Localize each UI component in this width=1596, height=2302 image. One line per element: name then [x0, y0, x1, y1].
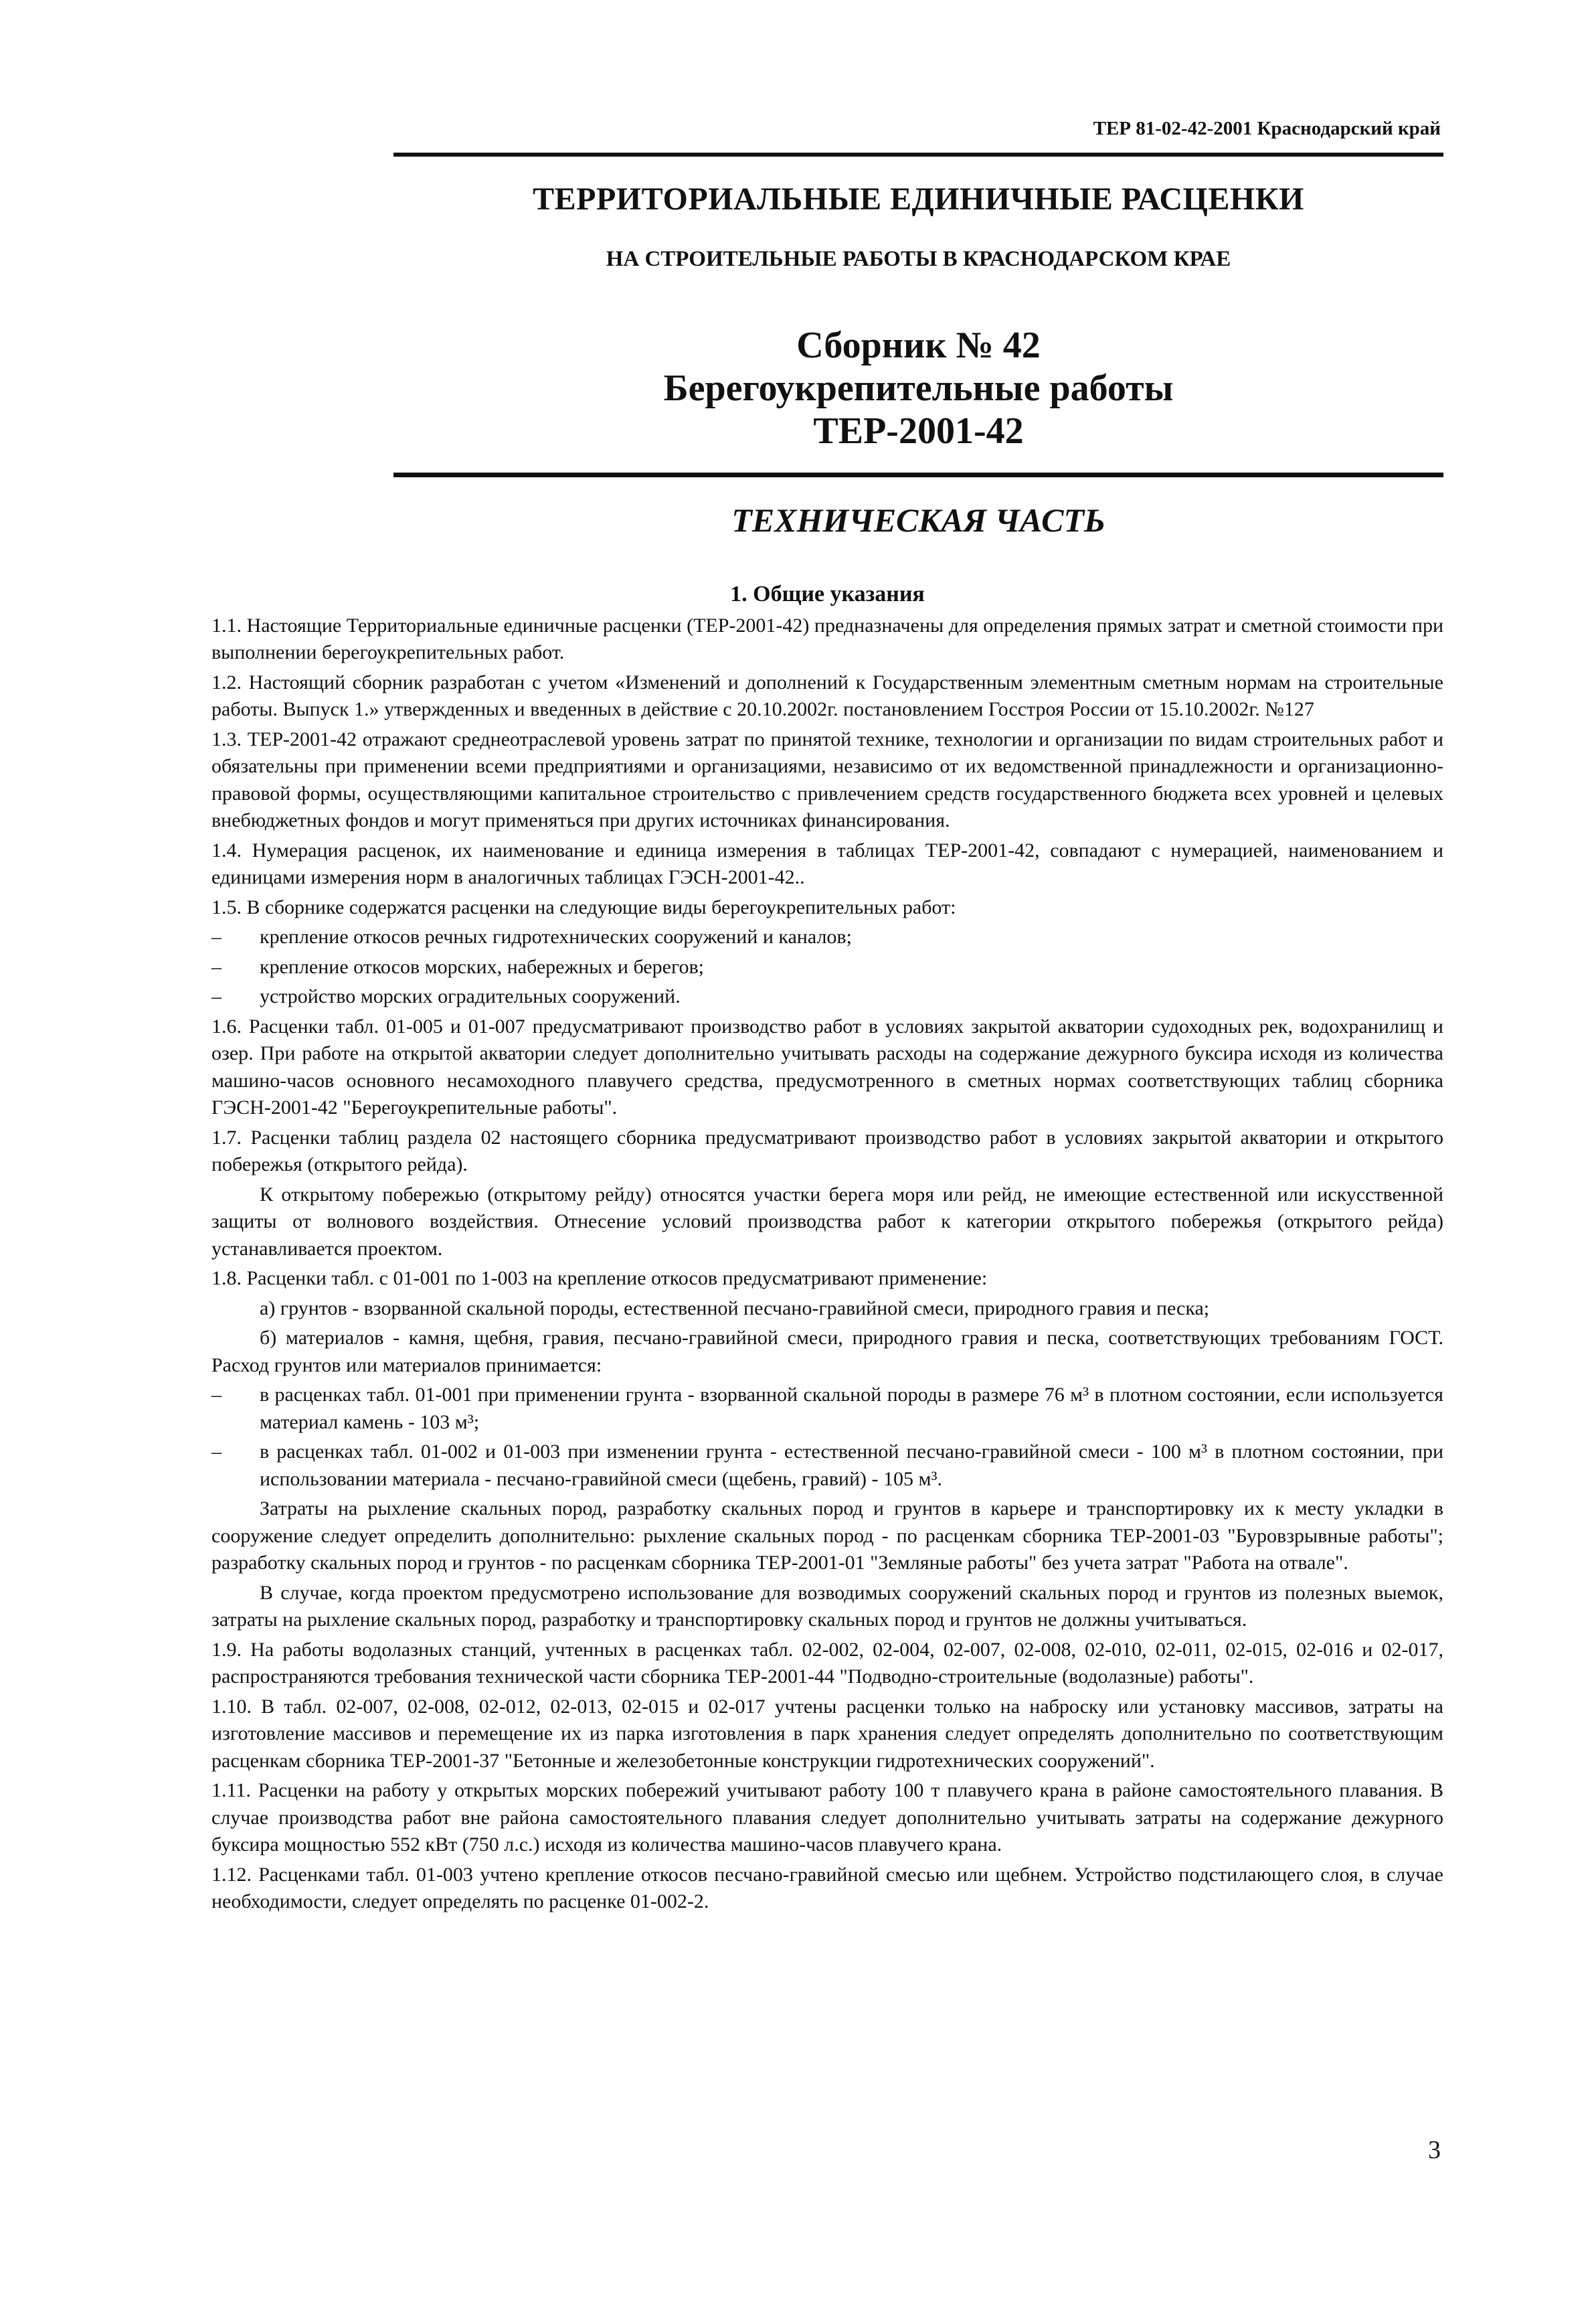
document-code-header: ТЕР 81-02-42-2001 Краснодарский край — [1093, 118, 1441, 139]
header-rule — [393, 153, 1443, 157]
collection-number: Сборник № 42 — [796, 325, 1041, 366]
dash-marker: – — [211, 926, 221, 948]
subsection-title: 1. Общие указания — [730, 582, 925, 606]
title-line-2: НА СТРОИТЕЛЬНЫЕ РАБОТЫ В КРАСНОДАРСКОМ КРАЕ — [606, 247, 1231, 271]
list-item-text: крепление откосов морских, набережных и берегов; — [260, 955, 704, 978]
dash-marker: – — [211, 955, 221, 978]
paragraph-open-coast: К открытому побережью (открытому рейду) относятся участки берега моря или рейд, не имеющие естественной или искусственной защиты от волнового воздействия. Отнесение условий производства работ к категории открытого побережья (открытого рейда) устанавливается проектом. — [211, 1183, 1443, 1260]
paragraph-1-3: 1.3. ТЕР-2001-42 отражают среднеотраслевой уровень затрат по принятой технике, технологии и организации по видам строительных работ и обязательны при применении всеми предприятиями и организациями, независимо от их ведомственной принадлежности и организационно-правовой формы, осуществляющими капитальное строительство с привлечением средств государственного бюджета всех уровней и целевых внебюджетных фондов и могут применяться при других источниках финансирования. — [211, 728, 1443, 831]
paragraph-1-8: 1.8. Расценки табл. с 01-001 по 1-003 на крепление откосов предусматривают применение: — [211, 1267, 988, 1289]
paragraph-1-7: 1.7. Расценки таблиц раздела 02 настоящего сборника предусматривают производство работ в условиях закрытой акватории и открытого побережья (открытого рейда). — [211, 1126, 1443, 1175]
paragraph-loosening-costs: Затраты на рыхление скальных пород, разработку скальных пород и грунтов в карьере и транспортировку их к месту укладки в сооружение следует определить дополнительно: рыхление скальных пород - по расценкам сборника ТЕР-2001-03 "Буровзрывные работы"; разработку скальных пород и грунтов - по расценкам сборника ТЕР-2001-01 "Земляные работы" без учета затрат "Работа на отвале". — [211, 1497, 1443, 1574]
paragraph-useful-excavations: В случае, когда проектом предусмотрено использование для возводимых сооружений скальных пород и грунтов из полезных выемок, затраты на рыхление скальных пород, разработку и транспортировку скальных пород и грунтов не должны учитываться. — [211, 1581, 1443, 1631]
title-line-1: ТЕРРИТОРИАЛЬНЫЕ ЕДИНИЧНЫЕ РАСЦЕНКИ — [533, 181, 1304, 217]
paragraph-1-5: 1.5. В сборнике содержатся расценки на следующие виды берегоукрепительных работ: — [211, 896, 956, 918]
list-item — [211, 1438, 1443, 1493]
title-block — [393, 181, 1443, 453]
page-number: 3 — [1428, 2136, 1441, 2164]
dash-marker: – — [211, 1384, 221, 1406]
list-item — [211, 954, 1443, 981]
list-item — [211, 924, 1443, 951]
paragraph-1-6: 1.6. Расценки табл. 01-005 и 01-007 предусматривают производство работ в условиях закрытой акватории судоходных рек, водохранилищ и озер. При работе на открытой акватории следует дополнительно учитывать расходы на содержание дежурного буксира исходя из количества машино-часов основного несамоходного плавучего средства, предусмотренного в сметных нормах соответствующих таблиц сборника ГЭСН-2001-42 "Берегоукрепительные работы". — [211, 1015, 1443, 1119]
paragraph-1-11: 1.11. Расценки на работу у открытых морских побережий учитывают работу 100 т плавучего крана в районе самостоятельного плавания. В случае производства работ вне района самостоятельного плавания следует дополнительно учитывать затраты на содержание дежурного буксира мощностью 552 кВт (750 л.с.) исходя из количества машино-часов плавучего крана. — [211, 1779, 1443, 1856]
paragraph-1-2: 1.2. Настоящий сборник разработан с учетом «Изменений и дополнений к Государственным элементным сметным нормам на строительные работы. Выпуск 1.» утвержденных и введенных в действие с 20.10.2002г. постановлением Госстроя России от 15.10.2002г. №127 — [211, 671, 1443, 720]
list-item-text: в расценках табл. 01-001 при применении грунта - взорванной скальной породы в размере 76 м³ в плотном состоянии, если используется материал камень - 103 м³; — [260, 1384, 1443, 1433]
list-item — [211, 983, 1443, 1011]
title-rule — [393, 473, 1443, 477]
collection-code: ТЕР-2001-42 — [813, 410, 1024, 452]
paragraph-1-10: 1.10. В табл. 02-007, 02-008, 02-012, 02-013, 02-015 и 02-017 учтены расценки только на наброску или установку массивов, затраты на изготовление массивов и перемещение их из парка изготовления в парк хранения следует определять дополнительно по соответствующим расценкам сборника ТЕР-2001-37 "Бетонные и железобетонные конструкции гидротехнических сооружений". — [211, 1695, 1443, 1772]
list-item-text: в расценках табл. 01-002 и 01-003 при изменении грунта - естественной песчано-гравийной смеси - 100 м³ в плотном состоянии, при использовании материала - песчано-гравийной смеси (щебень, гравий) - 105 м³. — [260, 1441, 1443, 1490]
section-title: ТЕХНИЧЕСКАЯ ЧАСТЬ — [731, 501, 1105, 539]
paragraph-soils: а) грунтов - взорванной скальной породы, естественной песчано-гравийной смеси, природного гравия и песка; — [260, 1297, 1210, 1319]
paragraph-materials: б) материалов - камня, щебня, гравия, песчано-гравийной смеси, природного гравия и песка, соответствующих требованиям ГОСТ. Расход грунтов или материалов принимается: — [211, 1327, 1443, 1376]
dash-marker: – — [211, 1441, 221, 1463]
dash-marker: – — [211, 985, 221, 1007]
body-text — [211, 581, 1443, 1918]
paragraph-1-12: 1.12. Расценками табл. 01-003 учтено крепление откосов песчано-гравийной смесью или щебнем. Устройство подстилающего слоя, в случае необходимости, следует определять по расценке 01-002-2. — [211, 1863, 1443, 1912]
list-item-text: устройство морских оградительных сооружений. — [260, 985, 681, 1007]
list-item-text: крепление откосов речных гидротехнических сооружений и каналов; — [260, 926, 852, 948]
paragraph-1-4: 1.4. Нумерация расценок, их наименование и единица измерения в таблицах ТЕР-2001-42, совпадают с нумерацией, наименованием и единицами измерения норм в аналогичных таблицах ГЭСН-2001-42.. — [211, 839, 1443, 888]
collection-name: Берегоукрепительные работы — [663, 367, 1174, 409]
paragraph-1-9: 1.9. На работы водолазных станций, учтенных в расценках табл. 02-002, 02-004, 02-007, 02-008, 02-010, 02-011, 02-015, 02-016 и 02-017, распространяются требования технической части сборника ТЕР-2001-44 "Подводно-строительные (водолазные) работы". — [211, 1638, 1443, 1688]
paragraph-1-1: 1.1. Настоящие Территориальные единичные расценки (ТЕР-2001-42) предназначены для определения прямых затрат и сметной стоимости при выполнении берегоукрепительных работ. — [211, 614, 1443, 663]
list-item — [211, 1382, 1443, 1436]
